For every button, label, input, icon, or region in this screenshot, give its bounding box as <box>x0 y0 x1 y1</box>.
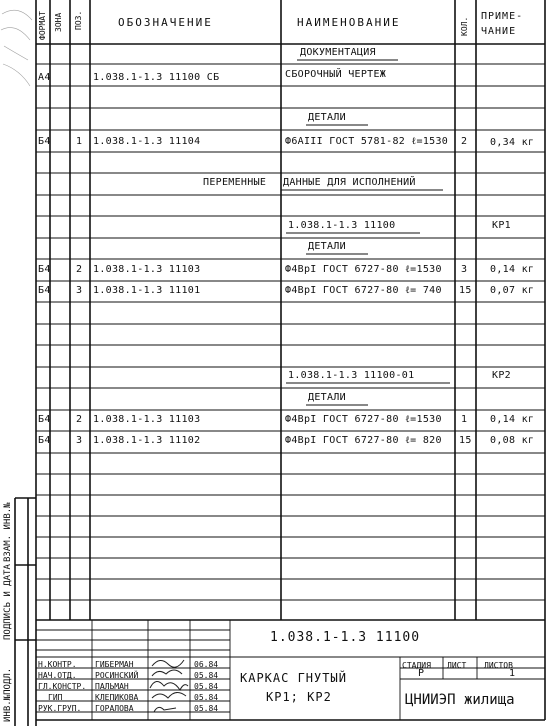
row-pos: 1 <box>76 136 83 147</box>
execution-note: КР2 <box>492 370 511 381</box>
role-name: ГОРАЛОВА <box>95 704 134 713</box>
row-qty: 15 <box>459 285 472 296</box>
header-format: ФОРМАТ <box>38 11 47 40</box>
row-designation: 1.038.1-1.3 11103 <box>93 414 201 425</box>
execution-designation: 1.038.1-1.3 11100 <box>288 220 396 231</box>
row-format: Б4 <box>38 414 51 425</box>
stage-value: Р <box>418 668 425 679</box>
role-date: 05.84 <box>194 693 219 702</box>
header-pos: ПОЗ. <box>74 10 83 30</box>
row-pos: 2 <box>76 264 83 275</box>
title-line2: КР1; КР2 <box>266 690 332 704</box>
row-note: 0,07 кг <box>490 285 535 296</box>
header-qty: КОЛ. <box>460 16 469 36</box>
role-label: НАЧ.ОТД. <box>38 671 77 680</box>
variable-data-label: ПЕРЕМЕННЫЕ <box>203 177 267 188</box>
side-podpis: ПОДПИСЬ И ДАТА <box>3 564 13 640</box>
row-pos: 3 <box>76 435 83 446</box>
section-details: ДЕТАЛИ <box>308 112 346 123</box>
row-qty: 15 <box>459 435 472 446</box>
execution-designation: 1.038.1-1.3 11100-01 <box>288 370 415 381</box>
header-note-line2: ЧАНИЕ <box>481 26 517 37</box>
role-label: РУК.ГРУП. <box>38 704 82 713</box>
header-zone: ЗОНА <box>54 12 63 32</box>
role-name: ПАЛЬМАН <box>95 682 129 691</box>
sheet-label: ЛИСТ <box>447 661 467 670</box>
side-inv-podl: ИНВ.№ПОДЛ. <box>3 667 13 722</box>
role-date: 06.84 <box>194 660 219 669</box>
role-date: 05.84 <box>194 682 219 691</box>
variable-data-label-cont: ДАННЫЕ ДЛЯ ИСПОЛНЕНИЙ <box>283 177 416 188</box>
sheet-value: 1 <box>509 668 516 679</box>
role-name: РОСИНСКИЙ <box>95 671 139 680</box>
row-designation: 1.038.1-1.3 11101 <box>93 285 201 296</box>
stamp-mark <box>0 0 36 110</box>
section-details: ДЕТАЛИ <box>308 392 346 403</box>
header-designation: ОБОЗНАЧЕНИЕ <box>118 16 213 29</box>
row-format: А4 <box>38 72 51 83</box>
row-designation: 1.038.1-1.3 11100 СБ <box>93 72 220 83</box>
execution-note: КР1 <box>492 220 511 231</box>
row-name: СБОРОЧНЫЙ ЧЕРТЕЖ <box>285 69 387 80</box>
stage-label: СТАДИЯ <box>402 661 431 670</box>
row-pos: 2 <box>76 414 83 425</box>
row-designation: 1.038.1-1.3 11103 <box>93 264 201 275</box>
row-designation: 1.038.1-1.3 11104 <box>93 136 201 147</box>
title-line1: КАРКАС ГНУТЫЙ <box>240 671 347 685</box>
organization: ЦНИИЭП жилища <box>405 692 515 708</box>
role-date: 05.84 <box>194 704 219 713</box>
section-details: ДЕТАЛИ <box>308 241 346 252</box>
row-note: 0,34 кг <box>490 137 535 148</box>
header-name: НАИМЕНОВАНИЕ <box>297 16 401 29</box>
role-label: ГЛ.КОНСТР. <box>38 682 87 691</box>
row-pos: 3 <box>76 285 83 296</box>
section-documentation: ДОКУМЕНТАЦИЯ <box>300 47 376 58</box>
row-designation: 1.038.1-1.3 11102 <box>93 435 201 446</box>
row-note: 0,08 кг <box>490 435 535 446</box>
role-name: ГИБЕРМАН <box>95 660 134 669</box>
row-name: Ф4ВрI ГОСТ 6727-80 ℓ=1530 <box>285 414 442 425</box>
side-vzam: ВЗАМ. ИНВ.№ <box>3 502 13 562</box>
role-label: ГИП <box>48 693 63 702</box>
header-note-line1: ПРИМЕ- <box>481 11 524 22</box>
row-format: Б4 <box>38 264 51 275</box>
row-format: Б4 <box>38 435 51 446</box>
role-name: КЛЕПИКОВА <box>95 693 139 702</box>
doc-code: 1.038.1-1.3 11100 <box>270 630 421 645</box>
role-label: Н.КОНТР. <box>38 660 77 669</box>
row-qty: 2 <box>461 136 468 147</box>
role-date: 05.84 <box>194 671 219 680</box>
row-qty: 1 <box>461 414 468 425</box>
row-name: Ф4ВрI ГОСТ 6727-80 ℓ= 820 <box>285 435 442 446</box>
sheets-label: ЛИСТОВ <box>484 661 513 670</box>
row-name: Ф4ВрI ГОСТ 6727-80 ℓ= 740 <box>285 285 442 296</box>
row-note: 0,14 кг <box>490 414 535 425</box>
row-format: Б4 <box>38 136 51 147</box>
row-note: 0,14 кг <box>490 264 535 275</box>
row-name: Ф4ВрI ГОСТ 6727-80 ℓ=1530 <box>285 264 442 275</box>
row-name: Ф6АIII ГОСТ 5781-82 ℓ=1530 <box>285 136 449 147</box>
row-format: Б4 <box>38 285 51 296</box>
row-qty: 3 <box>461 264 468 275</box>
